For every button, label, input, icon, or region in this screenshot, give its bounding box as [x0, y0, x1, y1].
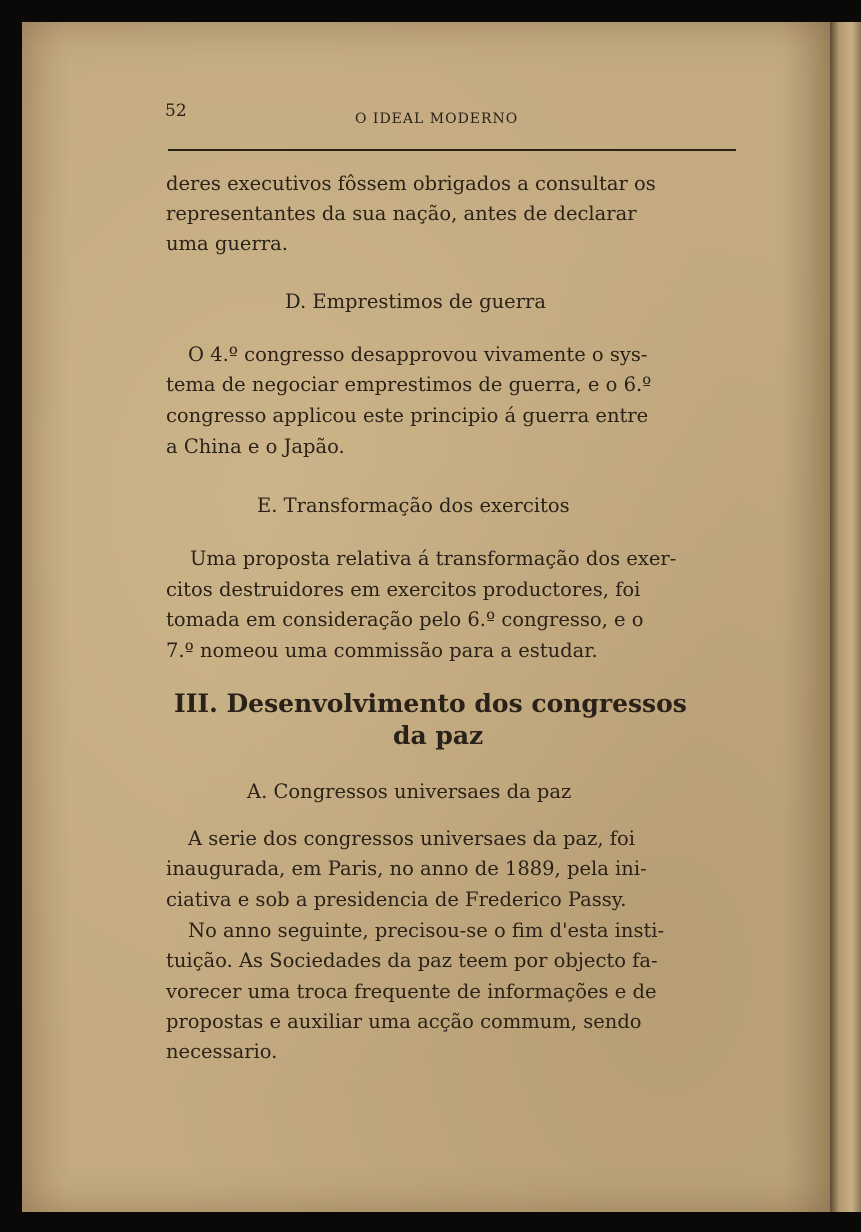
- text-line: Uma proposta relativa á transformação dos exer-: [190, 547, 677, 570]
- page-edge: [830, 22, 861, 1212]
- text-line: necessario.: [166, 1040, 278, 1063]
- chapter-title-line: III. Desenvolvimento dos congressos: [174, 689, 687, 718]
- text-line: O 4.º congresso desapprovou vivamente o sys-: [188, 343, 648, 366]
- text-line: propostas e auxiliar uma acção commum, sendo: [166, 1010, 642, 1033]
- text-line: inaugurada, em Paris, no anno de 1889, pela ini-: [166, 857, 647, 880]
- text-line: tema de negociar emprestimos de guerra, e o 6.º: [166, 373, 652, 396]
- text-line: citos destruidores em exercitos productores, foi: [166, 578, 641, 601]
- text-line: deres executivos fôssem obrigados a consultar os: [166, 172, 656, 195]
- running-title: O IDEAL MODERNO: [355, 111, 519, 127]
- text-line: congresso applicou este principio á guerra entre: [166, 404, 649, 427]
- text-line: ciativa e sob a presidencia de Frederico Passy.: [166, 888, 627, 911]
- text-line: tomada em consideração pelo 6.º congresso, e o: [166, 608, 644, 631]
- text-line: A serie dos congressos universaes da paz, foi: [188, 827, 635, 850]
- text-line: tuição. As Sociedades da paz teem por objecto fa-: [166, 949, 658, 972]
- section-heading-d: D. Emprestimos de guerra: [285, 290, 546, 313]
- text-line: a China e o Japão.: [166, 435, 345, 458]
- header-rule: [168, 149, 736, 151]
- chapter-title-line: da paz: [393, 721, 484, 750]
- text-line: uma guerra.: [166, 232, 288, 255]
- text-line: 7.º nomeou uma commissão para a estudar.: [166, 639, 598, 662]
- page-number: 52: [165, 101, 187, 121]
- text-line: No anno seguinte, precisou-se o fim d'esta insti-: [188, 919, 665, 942]
- section-heading-e: E. Transformação dos exercitos: [257, 494, 570, 517]
- text-line: representantes da sua nação, antes de declarar: [166, 202, 637, 225]
- section-heading-a: A. Congressos universaes da paz: [247, 780, 572, 803]
- text-line: vorecer uma troca frequente de informações e de: [166, 980, 657, 1003]
